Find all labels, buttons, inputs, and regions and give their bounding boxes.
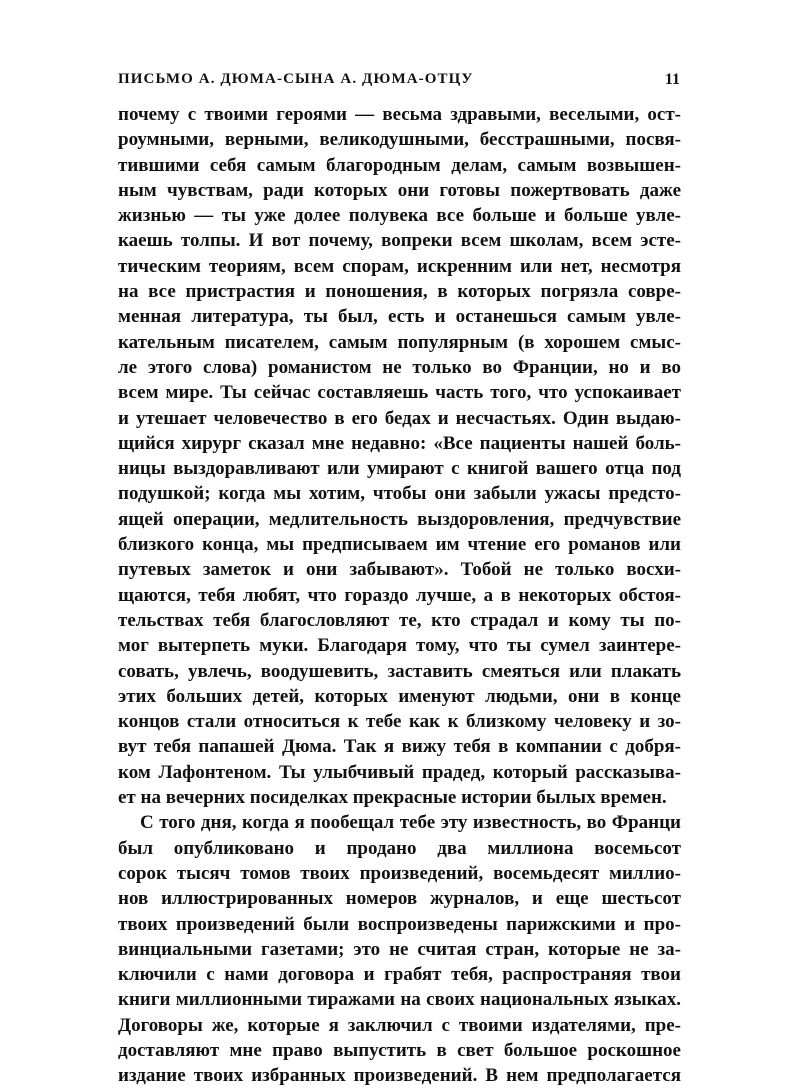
text-line: всем мире. Ты сейчас составляешь часть того, что успокаивает xyxy=(118,382,681,404)
text-line: этих больших детей, которых именуют людьми, они в конце xyxy=(118,685,681,707)
text-line: нов иллюстрированных номеров журналов, и еще шестьсот xyxy=(118,888,681,910)
text-line: вут тебя папашей Дюма. Так я вижу тебя в компании с добря- xyxy=(118,736,681,758)
text-line: роумными, верными, великодушными, бесстрашными, посвя- xyxy=(118,129,681,151)
text-line: Договоры же, которые я заключил с твоими издателями, пре- xyxy=(118,1014,681,1036)
text-line: ле этого слова) романистом не только во Франции, но и во xyxy=(118,356,681,378)
text-line: ключили с нами договора и грабят тебя, распространяя твои xyxy=(118,964,681,986)
text-line: книги миллионными тиражами на своих национальных языках. xyxy=(118,989,681,1011)
text-line: менная литература, ты был, есть и останешься самым увле- xyxy=(118,306,681,328)
text-line: был опубликовано и продано два миллиона восемьсот xyxy=(118,837,681,859)
text-line: издание твоих избранных произведений. В нем предполагается xyxy=(118,1065,681,1087)
text-line: кательным писателем, самым популярным (в хорошем смыс- xyxy=(118,331,681,353)
text-line: щаются, тебя любят, что гораздо лучше, а в некоторых обстоя- xyxy=(118,584,681,606)
text-line: сорок тысяч томов твоих произведений, восемьдесят миллио- xyxy=(118,862,681,884)
text-line: жизнью — ты уже долее полувека все больше и больше увле- xyxy=(118,205,681,227)
text-line: и утешает человечество в его бедах и несчастьях. Один выдаю- xyxy=(118,407,681,429)
text-line: путевых заметок и они забывают». Тобой не только восхи- xyxy=(118,559,681,581)
running-title: ПИСЬМО А. ДЮМА-СЫНА А. ДЮМА-ОТЦУ xyxy=(118,71,474,87)
text-line: ным чувствам, ради которых они готовы пожертвовать даже xyxy=(118,179,681,201)
text-line: близкого конца, мы предписываем им чтение его романов или xyxy=(118,534,681,556)
text-line: почему с твоими героями — весьма здравыми, веселыми, ост- xyxy=(118,104,681,125)
text-line: винциальными газетами; это не считая стран, которые не за- xyxy=(118,938,681,960)
text-line: С того дня, когда я пообещал тебе эту известность, во Франци xyxy=(140,812,681,834)
text-line: на все пристрастия и поношения, в которых погрязла совре- xyxy=(118,281,681,303)
text-line: тическим теориям, всем спорам, искренним или нет, несмотря xyxy=(118,255,681,277)
text-line: каешь толпы. И вот почему, вопреки всем школам, всем эсте- xyxy=(118,230,681,252)
page-number: 11 xyxy=(664,71,680,88)
text-line: концов стали относиться к тебе как к близкому человеку и зо- xyxy=(118,711,681,733)
text-line: тельствах тебя благословляют те, кто страдал и кому ты по- xyxy=(118,609,681,631)
text-line: твоих произведений были воспроизведены парижскими и про- xyxy=(118,913,681,935)
text-line: ницы выздоравливают или умирают с книгой вашего отца под xyxy=(118,458,681,480)
running-head xyxy=(118,71,680,93)
text-line: совать, увлечь, воодушевить, заставить смеяться или плакать xyxy=(118,660,681,682)
text-line: щийся хирург сказал мне недавно: «Все пациенты нашей боль- xyxy=(118,432,681,454)
text-line: ет на вечерних посиделках прекрасные истории былых времен. xyxy=(118,787,667,809)
text-line: подушкой; когда мы хотим, чтобы они забыли ужасы предсто- xyxy=(118,483,681,505)
body-text xyxy=(118,102,681,1089)
text-line: мог вытерпеть муки. Благодаря тому, что ты сумел заинтере- xyxy=(118,635,681,657)
text-line: доставляют мне право выпустить в свет большое роскошное xyxy=(118,1039,681,1061)
text-line: тившими себя самым благородным делам, самым возвышен- xyxy=(118,154,681,176)
text-line: ком Лафонтеном. Ты улыбчивый прадед, который рассказыва- xyxy=(118,761,681,783)
text-line: ящей операции, медлительность выздоровления, предчувствие xyxy=(118,508,681,530)
